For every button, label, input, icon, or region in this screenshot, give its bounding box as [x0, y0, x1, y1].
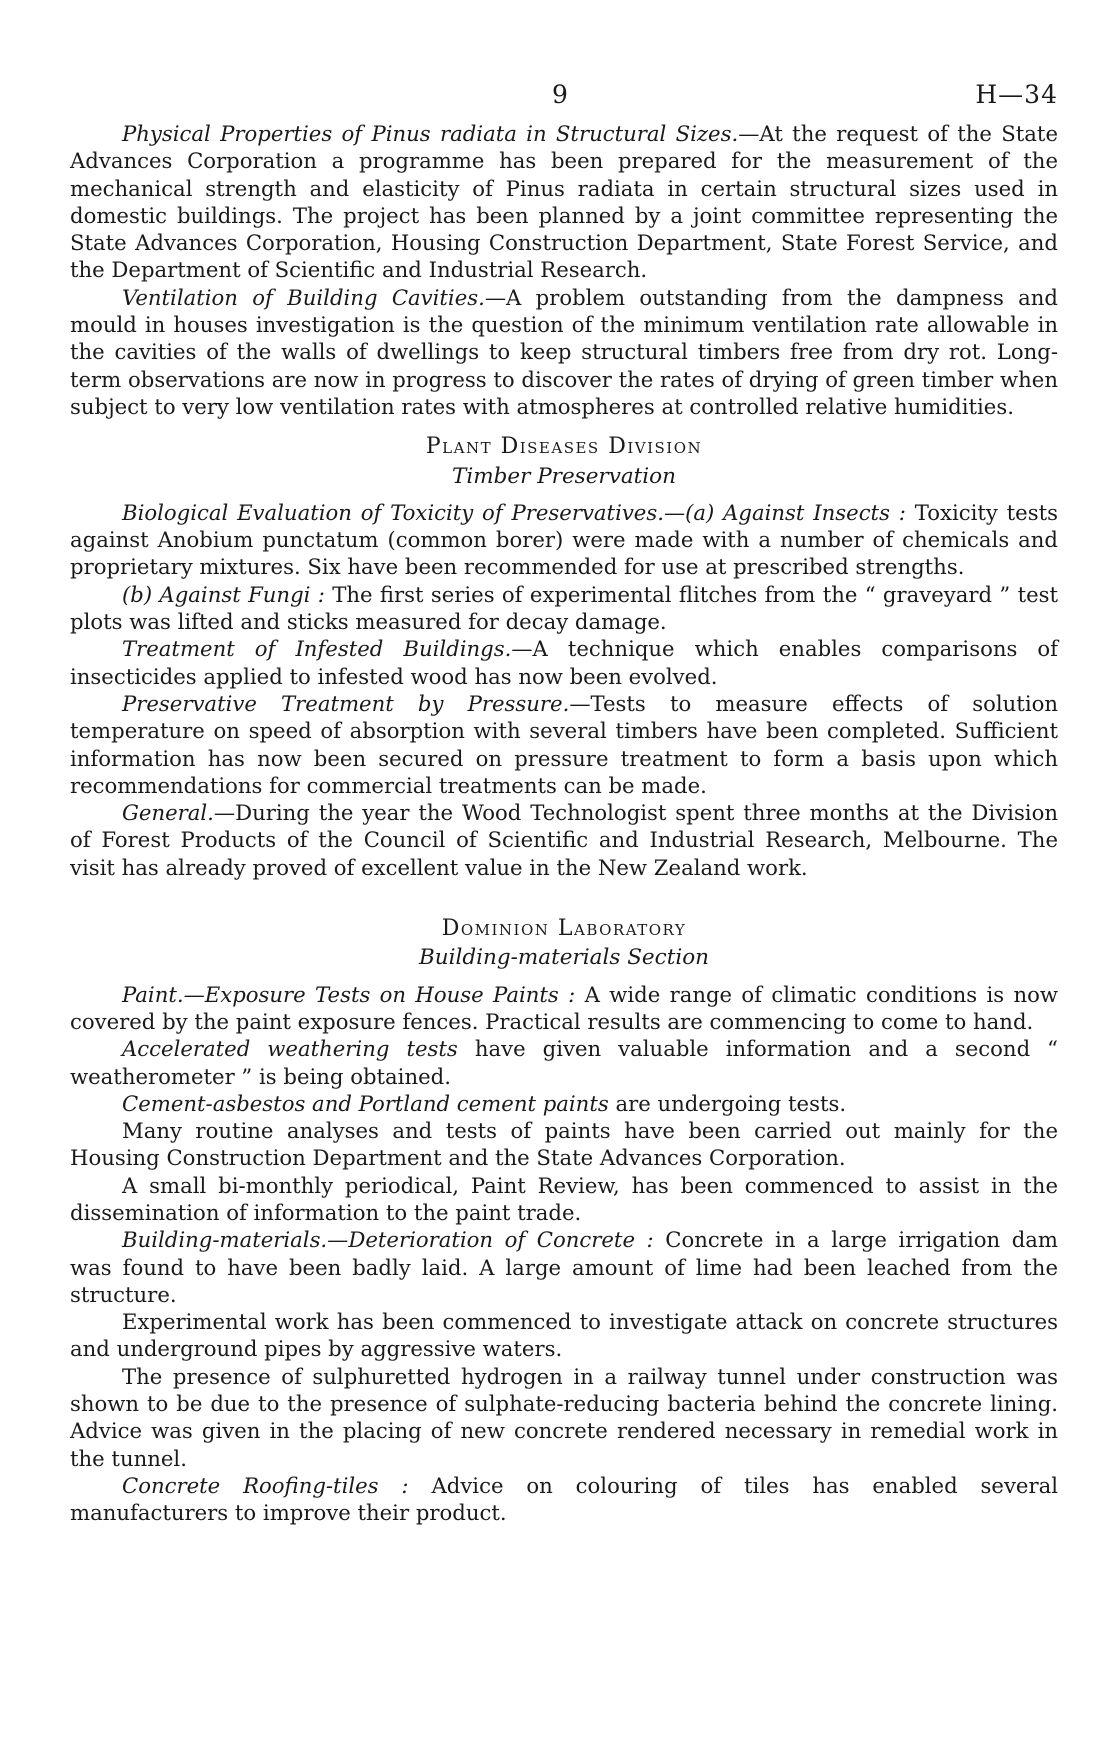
- section-subheading: Building-materials Section: [419, 945, 709, 971]
- laboratory-heading: Dominion Laboratory: [441, 916, 687, 942]
- paragraph-heading: Ventilation of Building Cavities.: [122, 284, 485, 310]
- division-heading: Plant Diseases Division: [425, 434, 703, 460]
- paragraph-against-fungi: [70, 581, 1058, 636]
- paragraph-roofing-tiles: [70, 1472, 1058, 1527]
- paragraph-heading: Treatment of Infested Buildings.: [122, 636, 512, 662]
- paragraph-text: —Tests to measure effects of solution temperature on speed of absorption with several timbers have been completed. Sufficient information has now been secured on pressure treatment to form a basis upon which recommendations for commercial treatments can be made.: [70, 690, 1058, 798]
- page-header: [70, 80, 1058, 120]
- paragraph-text: —During the year the Wood Technologist spent three months at the Division of Forest Products of the Council of Scientific and Industrial Research, Melbourne. The visit has already proved of excellent value in the New Zealand work.: [70, 800, 1058, 880]
- paragraph-text: are undergoing tests.: [608, 1090, 847, 1116]
- paragraph-biological-evaluation: [70, 499, 1058, 581]
- paragraph-railway-tunnel: [70, 1363, 1058, 1472]
- paragraph-ventilation: [70, 284, 1058, 420]
- paragraph-heading: Accelerated weathering tests: [122, 1036, 458, 1062]
- document-body: [70, 120, 1058, 1527]
- paragraph-text: —A problem outstanding from the dampness and mould in houses investigation is the question of the minimum ventilation rate allowable in the cavities of the walls of dwellings to keep structural timbers free from dry rot. Long-term observations are now in progress to discover the rates of drying of green timber when subject to very low ventilation rates with atmospheres at controlled relative humidities.: [70, 284, 1058, 419]
- paragraph-heading: Cement-asbestos and Portland cement paints: [122, 1090, 609, 1116]
- paragraph-text: A wide range of climatic conditions is now covered by the paint exposure fences. Practical results are commencing to come to hand.: [70, 981, 1058, 1034]
- paragraph-text: have given valuable information and a second “ weatherometer ” is being obtained.: [70, 1036, 1058, 1089]
- paragraph-paint-review: [70, 1172, 1058, 1227]
- paragraph-routine-analyses: [70, 1117, 1058, 1172]
- paragraph-text: Concrete in a large irrigation dam was found to have been badly laid. A large amount of lime had been leached from the structure.: [70, 1227, 1058, 1307]
- paragraph-heading: Physical Properties of Pinus radiata in Structural Sizes.: [122, 121, 739, 146]
- paragraph-physical-properties: [70, 120, 1058, 284]
- paragraph-infested-buildings: [70, 635, 1058, 690]
- paragraph-text: Toxicity tests against Anobium punctatum (common borer) were made with a number of chemicals and proprietary mixtures. Six have been recommended for use at prescribed strengths.: [70, 499, 1058, 580]
- paragraph-heading: Biological Evaluation of Toxicity of Preservatives.—(a) Against Insects :: [122, 499, 906, 525]
- page-reference: H—34: [975, 80, 1058, 109]
- paragraph-aggressive-waters: [70, 1308, 1058, 1363]
- section-subheading: Timber Preservation: [452, 463, 676, 489]
- paragraph-text: Advice on colouring of tiles has enabled several manufacturers to improve their product.: [70, 1472, 1059, 1526]
- paragraph-accelerated-weathering: [70, 1035, 1058, 1090]
- paragraph-deterioration-of-concrete: [70, 1226, 1058, 1308]
- paragraph-text: The presence of sulphuretted hydrogen in a railway tunnel under construction was shown to be due to the presence of sulphate-reducing bacteria behind the concrete lining. Advice was given in the placing of new concrete rendered necessary in remedial work in the tunnel.: [70, 1363, 1058, 1471]
- paragraph-text: The first series of experimental flitches from the “ graveyard ” test plots was lifted and sticks measured for decay damage.: [70, 581, 1059, 635]
- paragraph-pressure-treatment: [70, 690, 1058, 799]
- paragraph-text: —At the request of the State Advances Corporation a programme has been prepared for the measurement of the mechanical strength and elasticity of Pinus radiata in certain structural sizes used in domestic buildings. The project has been planned by a joint committee representing the State Advances Corporation, Housing Construction Department, State Forest Service, and the Department of Scientific and Industrial Research.: [70, 121, 1058, 283]
- paragraph-heading: Building-materials.—Deterioration of Concrete :: [122, 1227, 654, 1253]
- paragraph-heading: Preservative Treatment by Pressure.: [122, 690, 570, 716]
- paragraph-paint-exposure: [70, 981, 1058, 1036]
- paragraph-heading: Concrete Roofing-tiles :: [122, 1472, 409, 1498]
- paragraph-text: Many routine analyses and tests of paints have been carried out mainly for the Housing Construction Department and the State Advances Corporation.: [70, 1118, 1058, 1171]
- paragraph-heading: Paint.—Exposure Tests on House Paints :: [122, 981, 576, 1007]
- paragraph-text: —A technique which enables comparisons of insecticides applied to infested wood has now been evolved.: [70, 636, 1058, 689]
- page-number: 9: [552, 80, 569, 109]
- paragraph-heading: (b) Against Fungi :: [122, 581, 325, 607]
- paragraph-cement-paints: [70, 1090, 1058, 1117]
- paragraph-general: [70, 799, 1058, 881]
- paragraph-text: A small bi-monthly periodical, Paint Review, has been commenced to assist in the dissemination of information to the paint trade.: [70, 1172, 1058, 1225]
- paragraph-heading: General.: [122, 800, 214, 826]
- paragraph-text: Experimental work has been commenced to investigate attack on concrete structures and underground pipes by aggressive waters.: [70, 1309, 1058, 1362]
